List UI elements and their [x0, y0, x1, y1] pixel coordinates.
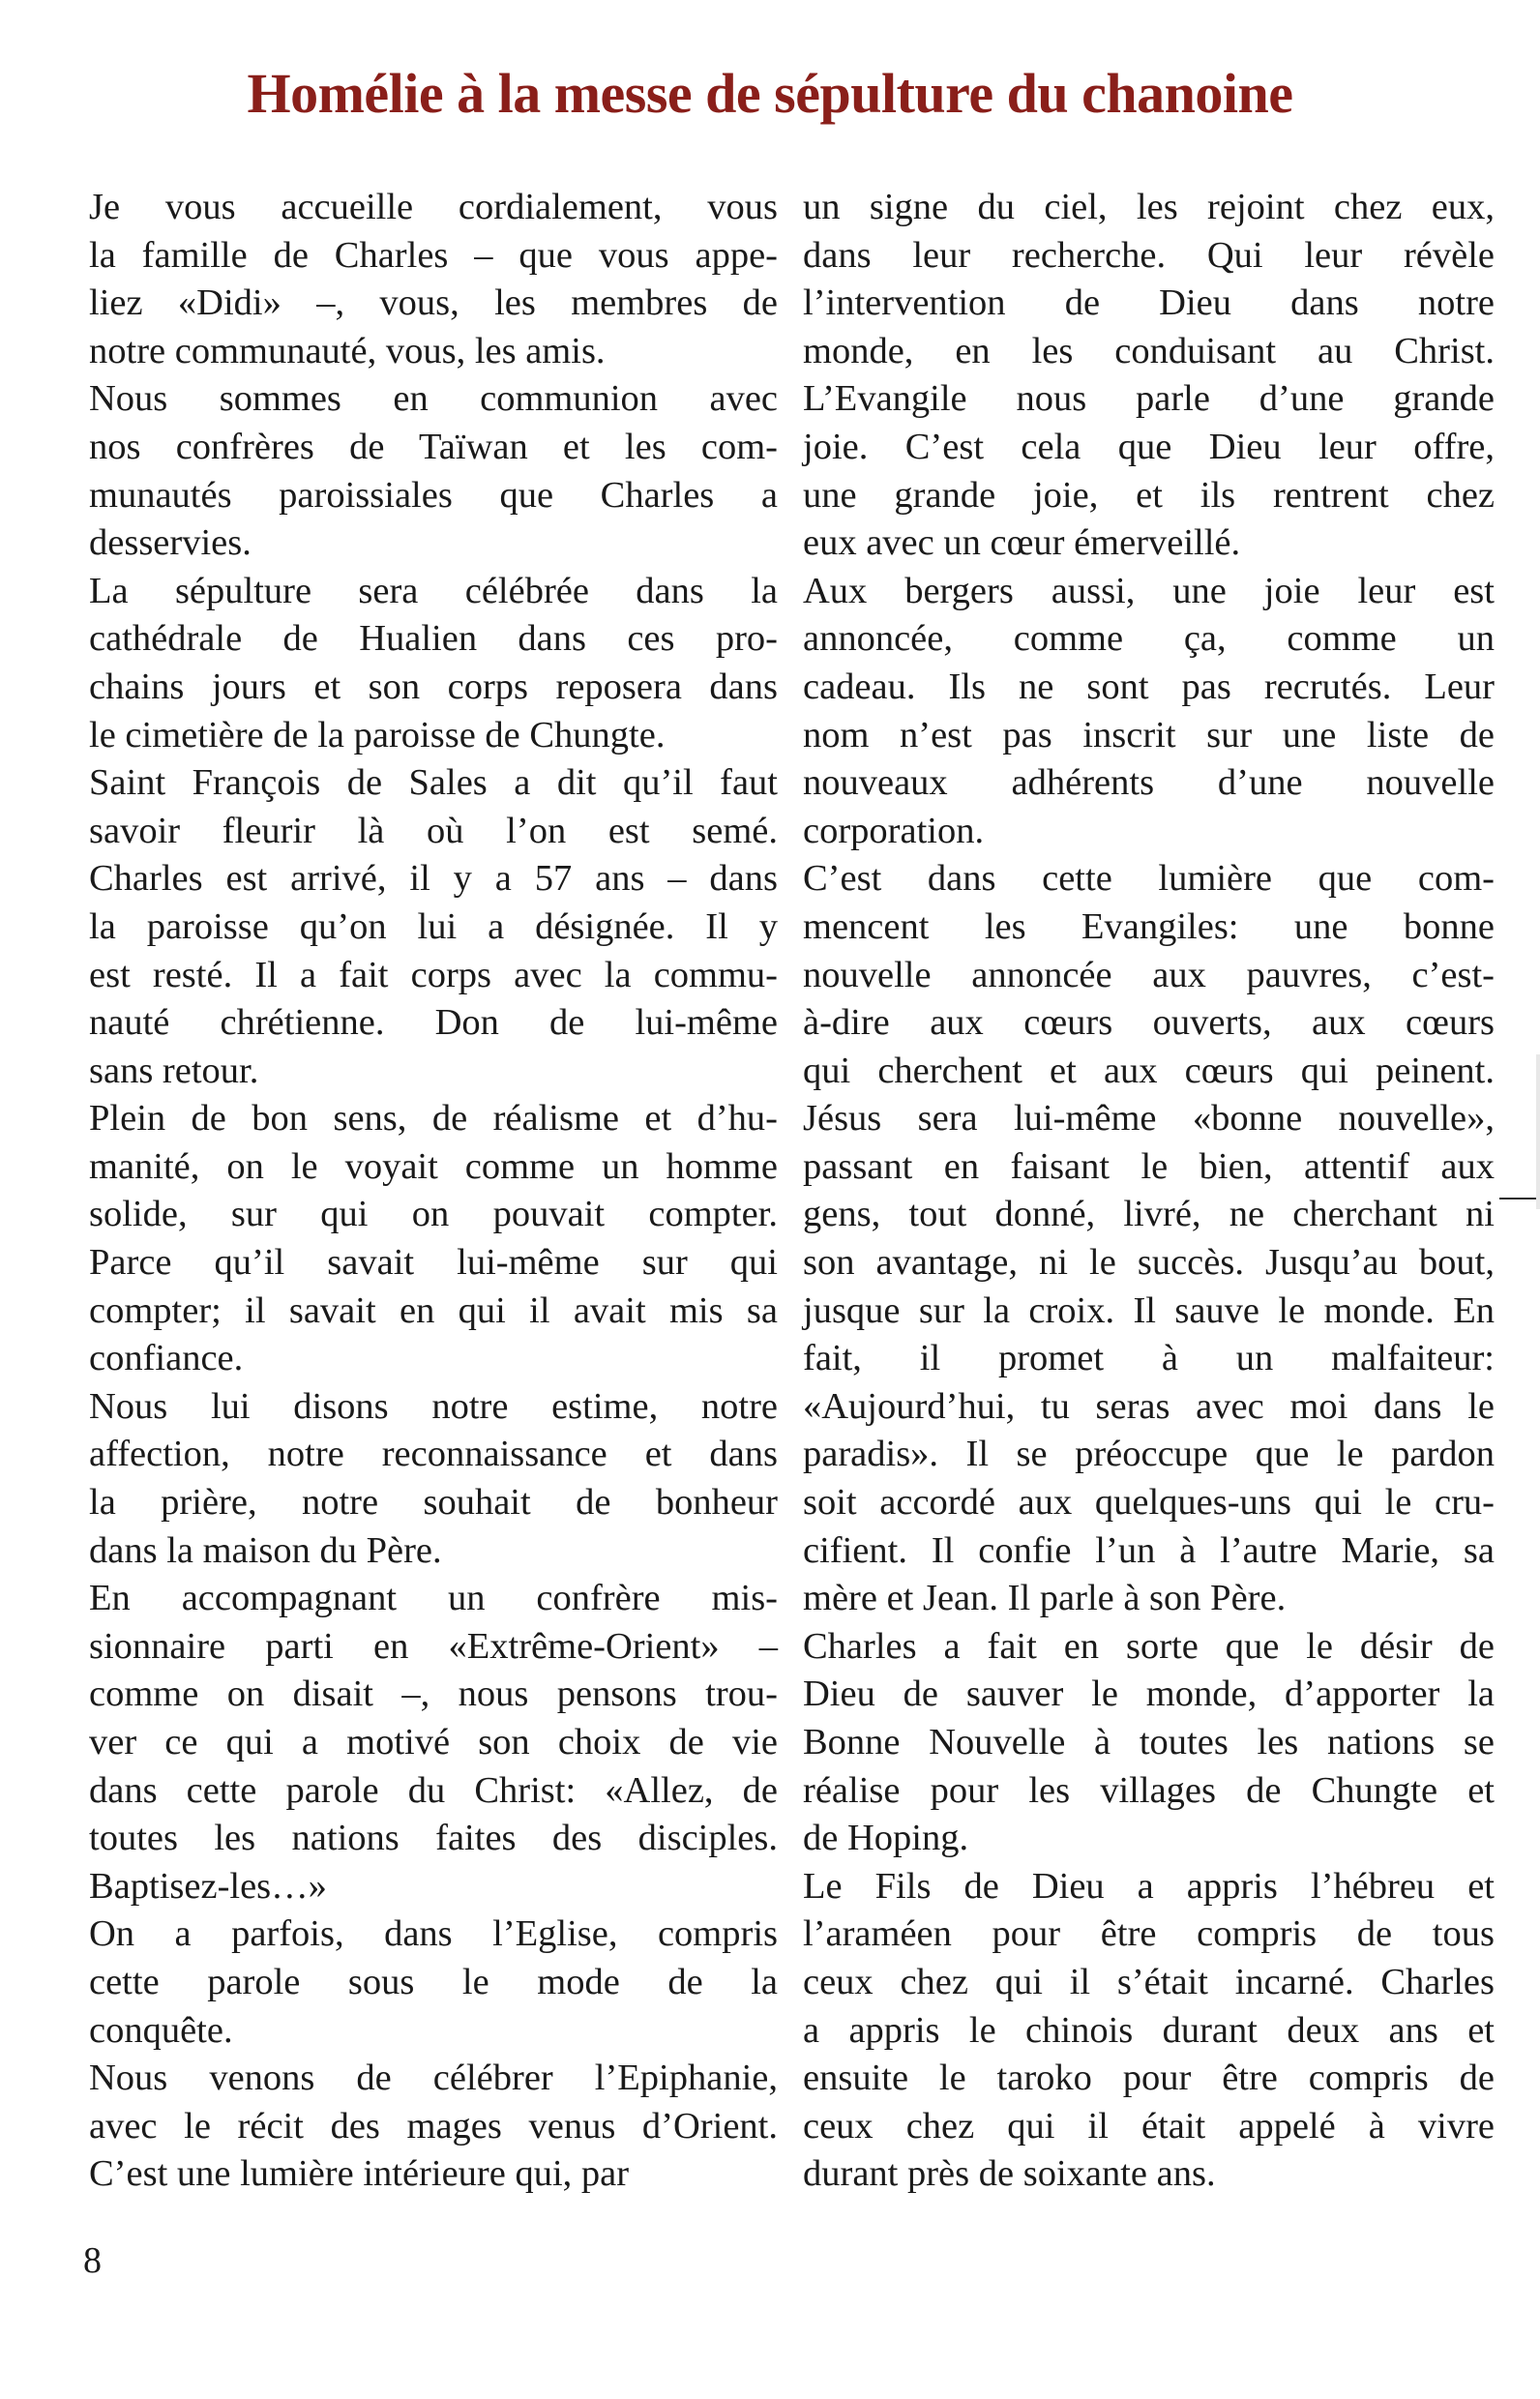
paragraph [89, 1910, 778, 2055]
text-line: ceux chez qui il s’était incarné. Charles [803, 1961, 1495, 2002]
text-line: nom n’est pas inscrit sur une liste de [803, 714, 1495, 755]
paragraph [89, 375, 778, 567]
text-line: une grande joie, et ils rentrent chez [803, 474, 1495, 516]
text-line: Charles a fait en sorte que le désir de [803, 1625, 1495, 1667]
text-line: Nous sommes en communion avec [89, 378, 778, 420]
text-line: durant près de soixante ans. [803, 2153, 1216, 2195]
text-line: solide, sur qui on pouvait compter. [89, 1194, 778, 1235]
text-line: dans leur recherche. Qui leur révèle [803, 234, 1495, 276]
text-line: Charles est arrivé, il y a 57 ans – dans [89, 858, 778, 900]
text-line: cette parole sous le mode de la [89, 1961, 778, 2002]
left-column [89, 184, 778, 2199]
text-line: nauté chrétienne. Don de lui-même [89, 1002, 778, 1044]
text-line: cathédrale de Hualien dans ces pro- [89, 618, 778, 660]
text-line: dans la maison du Père. [89, 1529, 442, 1571]
page-title: Homélie à la messe de sépulture du chanoine [247, 62, 1293, 125]
text-line: ensuite le taroko pour être compris de [803, 2058, 1495, 2099]
text-line: joie. C’est cela que Dieu leur offre, [803, 426, 1495, 467]
text-line: Plein de bon sens, de réalisme et d’hu- [89, 1098, 778, 1140]
text-line: mencent les Evangiles: une bonne [803, 905, 1495, 947]
text-line: chains jours et son corps reposera dans [89, 666, 778, 707]
text-line: avec le récit des mages venus d’Orient. [89, 2105, 778, 2147]
text-line: sionnaire parti en «Extrême-Orient» – [89, 1625, 778, 1667]
text-line: Jésus sera lui-même «bonne nouvelle», [803, 1098, 1495, 1140]
paragraph [803, 184, 1495, 568]
text-line: l’araméen pour être compris de tous [803, 1913, 1495, 1955]
text-line: munautés paroissiales que Charles a [89, 474, 778, 516]
text-line: passant en faisant le bien, attentif aux [803, 1145, 1495, 1187]
text-line: dans cette parole du Christ: «Allez, de [89, 1769, 778, 1811]
margin-rule-mark [1499, 1198, 1540, 1200]
paragraph [89, 568, 778, 759]
paragraph [803, 1863, 1495, 2199]
text-line: un signe du ciel, les rejoint chez eux, [803, 187, 1495, 227]
text-line: Saint François de Sales a dit qu’il faut [89, 762, 778, 804]
text-line: conquête. [89, 2009, 233, 2051]
text-line: eux avec un cœur émerveillé. [803, 522, 1241, 564]
text-line: le cimetière de la paroisse de Chungte. [89, 714, 666, 755]
text-line: notre communauté, vous, les amis. [89, 330, 606, 371]
paragraph [89, 759, 778, 1095]
text-line: gens, tout donné, livré, ne cherchant ni [803, 1194, 1495, 1235]
text-line: Nous lui disons notre estime, notre [89, 1385, 778, 1427]
text-line: annoncée, comme ça, comme un [803, 618, 1495, 660]
right-column [803, 184, 1495, 2199]
text-line: affection, notre reconnaissance et dans [89, 1434, 778, 1475]
text-line: Le Fils de Dieu a appris l’hébreu et [803, 1865, 1495, 1907]
paragraph [89, 1575, 778, 1910]
text-line: corporation. [803, 810, 985, 851]
text-line: comme on disait –, nous pensons trou- [89, 1673, 778, 1715]
text-line: jusque sur la croix. Il sauve le monde. En [803, 1289, 1495, 1331]
text-line: La sépulture sera célébrée dans la [89, 570, 778, 611]
text-line: Parce qu’il savait lui-même sur qui [89, 1242, 778, 1284]
text-line: nouveaux adhérents d’une nouvelle [803, 762, 1495, 804]
text-line: soit accordé aux quelques-uns qui le cru- [803, 1482, 1495, 1524]
text-line: Nous venons de célébrer l’Epiphanie, [89, 2058, 778, 2099]
text-line: est resté. Il a fait corps avec la commu- [89, 954, 778, 995]
text-line: nos confrères de Taïwan et les com- [89, 426, 778, 467]
page-edge-shadow [1536, 1054, 1540, 1209]
text-line: mère et Jean. Il parle à son Père. [803, 1578, 1287, 1619]
paragraph [803, 568, 1495, 856]
text-line: Aux bergers aussi, une joie leur est [803, 570, 1495, 611]
text-line: «Aujourd’hui, tu seras avec moi dans le [803, 1385, 1495, 1427]
text-line: sans retour. [89, 1050, 259, 1091]
text-line: à-dire aux cœurs ouverts, aux cœurs [803, 1002, 1495, 1044]
text-line: fait, il promet à un malfaiteur: [803, 1338, 1495, 1379]
text-line: a appris le chinois durant deux ans et [803, 2009, 1495, 2051]
text-line: nouvelle annoncée aux pauvres, c’est- [803, 954, 1495, 995]
text-line: la famille de Charles – que vous appe- [89, 234, 778, 276]
text-line: toutes les nations faites des disciples. [89, 1818, 778, 1859]
text-line: On a parfois, dans l’Eglise, compris [89, 1913, 778, 1955]
text-line: L’Evangile nous parle d’une grande [803, 378, 1495, 420]
text-line: Dieu de sauver le monde, d’apporter la [803, 1673, 1495, 1715]
text-line: Baptisez-les…» [89, 1865, 327, 1907]
text-line: confiance. [89, 1338, 244, 1379]
text-line: En accompagnant un confrère mis- [89, 1578, 778, 1619]
paragraph [89, 1095, 778, 1383]
text-line: paradis». Il se préoccupe que le pardon [803, 1434, 1495, 1475]
text-line: ceux chez qui il était appelé à vivre [803, 2105, 1495, 2147]
text-line: de Hoping. [803, 1818, 969, 1859]
text-line: C’est dans cette lumière que com- [803, 858, 1495, 900]
text-line: la paroisse qu’on lui a désignée. Il y [89, 905, 778, 947]
paragraph [803, 855, 1495, 1623]
text-line: Je vous accueille cordialement, vous [89, 187, 778, 227]
text-line: savoir fleurir là où l’on est semé. [89, 810, 778, 851]
text-line: C’est une lumière intérieure qui, par [89, 2153, 630, 2195]
text-line: réalise pour les villages de Chungte et [803, 1769, 1495, 1811]
text-line: cadeau. Ils ne sont pas recrutés. Leur [803, 666, 1495, 707]
text-line: manité, on le voyait comme un homme [89, 1145, 778, 1187]
paragraph [803, 1623, 1495, 1863]
text-line: desservies. [89, 522, 252, 564]
page-number: 8 [83, 2240, 102, 2281]
text-line: son avantage, ni le succès. Jusqu’au bout, [803, 1242, 1495, 1284]
text-line: la prière, notre souhait de bonheur [89, 1482, 778, 1524]
text-line: monde, en les conduisant au Christ. [803, 330, 1495, 371]
paragraph [89, 1383, 778, 1575]
paragraph [89, 184, 778, 375]
text-line: compter; il savait en qui il avait mis sa [89, 1289, 778, 1331]
text-line: cifient. Il confie l’un à l’autre Marie, sa [803, 1529, 1495, 1571]
text-line: Bonne Nouvelle à toutes les nations se [803, 1722, 1495, 1762]
text-line: liez «Didi» –, vous, les membres de [89, 282, 778, 324]
text-line: ver ce qui a motivé son choix de vie [89, 1722, 778, 1762]
paragraph [89, 2055, 778, 2199]
text-line: qui cherchent et aux cœurs qui peinent. [803, 1050, 1495, 1091]
text-line: l’intervention de Dieu dans notre [803, 282, 1495, 324]
